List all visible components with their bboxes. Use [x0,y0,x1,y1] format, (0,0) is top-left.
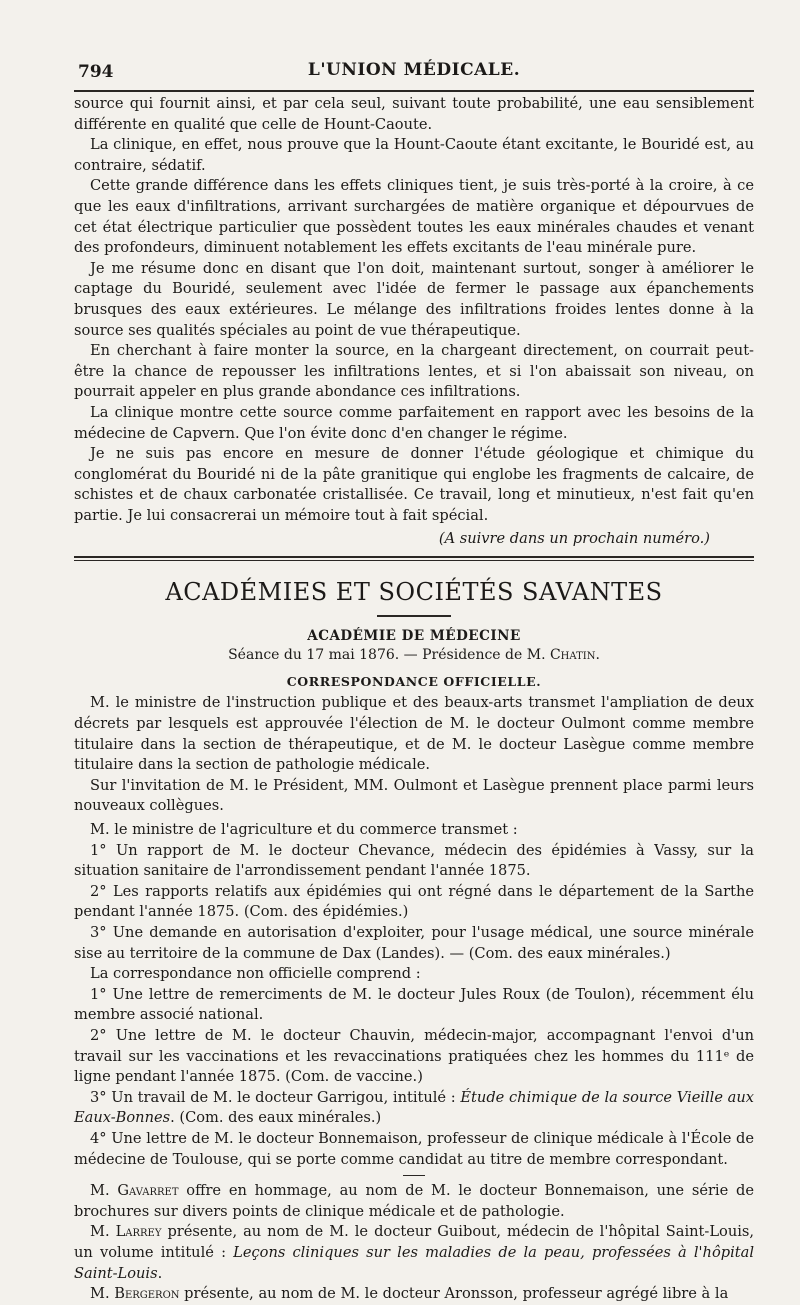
section-body [74,693,754,1304]
section-paragraph: M. le ministre de l'instruction publique et des beaux-arts transmet l'ampliation de deux décrets par lesquels est approuvée l'élection de M. le docteur Oulmont comme membre titulaire dans la section de thérapeutique, et de M. le docteur Lasègue comme membre titulaire dans la section de pathologie médicale. [74,694,754,774]
bergeron-text: présente, au nom de M. le docteur Aronsson, professeur agrégé libre à la [179,1285,729,1303]
section-paragraph-bergeron [74,1284,754,1305]
section-paragraph: 2° Une lettre de M. le docteur Chauvin, médecin-major, accompagnant l'envoi d'un travail sur les vaccinations et les revaccinations pratiquées chez les hommes du 111ᵉ de ligne pendant l'année 1875. (Com. de vaccine.) [74,1026,754,1086]
item3-suffix: . (Com. des eaux minérales.) [170,1109,382,1127]
section-paragraph: 1° Un rapport de M. le docteur Chevance, médecin des épidémies à Vassy, sur la situation sanitaire de l'arrondissement pendant l'année 1875. [74,841,754,880]
article-paragraph: source qui fournit ainsi, et par cela seul, suivant toute probabilité, une eau sensiblement différente en qualité que celle de Hount-Caoute. [74,95,754,133]
session-prefix: Séance du 17 mai 1876. — Présidence de M. [228,647,550,664]
article-body [74,94,754,550]
continuation-note: (A suivre dans un prochain numéro.) [438,530,710,548]
session-line [74,645,754,665]
header-rule [74,90,754,92]
section-paragraph: 1° Une lettre de remerciments de M. le docteur Jules Roux (de Toulon), récemment élu membre associé national. [74,985,754,1024]
article-paragraph: Cette grande différence dans les effets cliniques tient, je suis très-porté à la croire, à ce que les eaux d'infiltrations, arrivant surchargées de matière organique et dépourvues de cet état électrique particulier que possèdent toutes les eaux minérales chaudes et venant des profondeurs, diminuent notablement les effets excitants de l'eau minérale pure. [74,177,754,257]
section-paragraph: 2° Les rapports relatifs aux épidémies qui ont régné dans le département de la Sarthe pendant l'année 1875. (Com. des épidémies.) [74,882,754,921]
section-paragraph: M. le ministre de l'agriculture et du commerce transmet : [90,821,518,839]
section-title: ACADÉMIES ET SOCIÉTÉS SAVANTES [165,578,663,607]
item3-title: Étude chimique de la source Vieille aux Eaux-Bonnes [74,1088,755,1127]
section-paragraph: 4° Une lettre de M. le docteur Bonnemaison, professeur de clinique médicale à l'École de médecine de Toulouse, qui se porte comme candidat au titre de membre correspondant. [74,1129,755,1168]
session-suffix: . [595,647,600,664]
item3-prefix: 3° Un travail de M. le docteur Garrigou, intitulé : [90,1088,461,1106]
running-title: L'UNION MÉDICALE. [307,60,521,80]
article-paragraph: La clinique, en effet, nous prouve que la Hount-Caoute étant excitante, le Bouridé est, au contraire, sédatif. [74,136,754,174]
section-paragraph-item3 [74,1088,754,1129]
correspondence-title: CORRESPONDANCE OFFICIELLE. [286,674,542,690]
section-paragraph-gavarret [74,1181,754,1222]
article-paragraph: Je ne suis pas encore en mesure de donner l'étude géologique et chimique du conglomérat du Bouridé ni de la pâte granitique qui englobe les fragments de calcaire, de schistes et de chaux carbonatée cristallisée. Ce travail, long et minutieux, n'est fait qu'en partie. Je lui consacrerai un mémoire tout à fait spécial. [74,445,754,524]
article-paragraph: En cherchant à faire monter la source, en la chargeant directement, on courrait peut-être la chance de repousser les infiltrations lentes, et si l'on abaissait son niveau, on pourrait appeler en plus grande abondance ces infiltrations. [74,342,754,401]
page-header [74,56,754,90]
section-divider [74,556,754,558]
page [74,56,754,1305]
larrey-title: Leçons cliniques sur les maladies de la peau, professées à l'hôpital Saint-Louis [74,1243,754,1282]
speaker-name: M. Larrey [90,1223,162,1241]
gavarret-text: offre en hommage, au nom de M. le docteur Bonnemaison, une série de brochures sur divers points de clinique médicale et de pathologie. [74,1182,754,1220]
section-paragraph: La correspondance non officielle comprend : [90,965,421,983]
section-paragraph: 3° Une demande en autorisation d'exploiter, pour l'usage médical, une source minérale sise au territoire de la commune de Dax (Landes). — (Com. des eaux minérales.) [74,924,754,962]
section-paragraph: Sur l'invitation de M. le Président, MM. Oulmont et Lasègue prennent place parmi leurs nouveaux collègues. [74,776,754,815]
session-president: Chatin [549,647,596,664]
section-divider-thin [74,560,754,561]
academy-title: ACADÉMIE DE MÉDECINE [307,628,521,645]
speaker-name: M. Bergeron [90,1285,180,1303]
larrey-end: . [157,1264,163,1282]
mid-rule [403,1175,425,1176]
article-paragraph: La clinique montre cette source comme parfaitement en rapport avec les besoins de la médecine de Capvern. Que l'on évite donc d'en changer le régime. [74,403,754,442]
larrey-text: présente, au nom de M. le docteur Guibout, médecin de l'hôpital Saint-Louis, un volume intitulé : [74,1223,755,1261]
section-paragraph-larrey [74,1222,754,1284]
page-number: 794 [78,62,114,82]
article-paragraph: Je me résume donc en disant que l'on doit, maintenant surtout, songer à améliorer le captage du Bouridé, seulement avec l'idée de fermer le passage aux épanchements brusques des eaux extérieures. Le mélange des infiltrations froides lentes donne à la source ses qualités spéciales au point de vue thérapeutique. [74,259,754,339]
title-rule [377,615,451,617]
speaker-name: M. Gavarret [90,1182,179,1200]
